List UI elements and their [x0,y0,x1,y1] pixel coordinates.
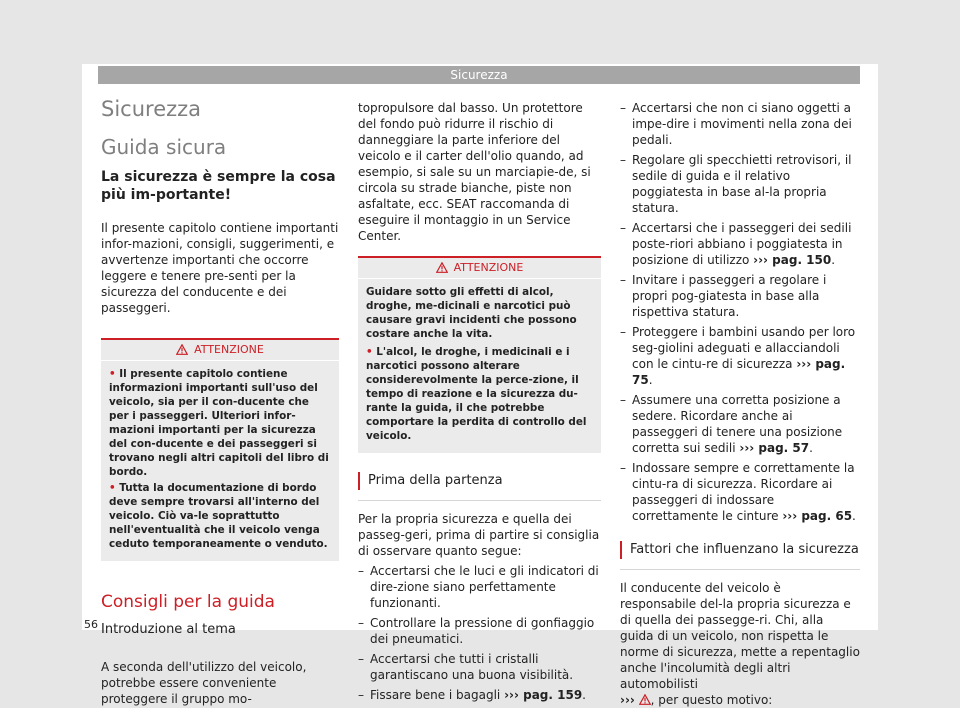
list-item: – Invitare i passeggeri a regolare i propri pog-giatesta in base alla rispettiva statura. [620,272,860,320]
warning-triangle-icon [176,344,188,355]
list-item: – Accertarsi che le luci e gli indicatori di dire-zione siano perfettamente funzionanti. [358,563,601,611]
body-paragraph: Per la propria sicurezza e quella dei passeg-geri, prima di partire si consiglia di osservare quanto segue: [358,512,600,558]
list-item: – Accertarsi che non ci siano oggetti a impe-dire i movimenti nella zona dei pedali. [620,100,860,148]
warning-header [358,258,601,279]
body-paragraph: topropulsore dal basso. Un protettore del fondo può ridurre il rischio di danneggiare la parte inferiore del veicolo e il carter dell'olio quando, ad esempio, si sale su un marciapie-de, si circola su strade bianche, piste non asfaltate, ecc. SEAT raccomanda di eseguire il montaggio in un Service Center. [358,101,591,243]
page-reference-link[interactable]: ››› pag. 150 [753,253,832,267]
list-item: – Proteggere i bambini usando per loro seg-giolini adeguati e allacciandoli con le cintu-re di sicurezza ››› pag. 75. [620,324,860,388]
section-heading: Consigli per la guida [101,592,275,612]
warning-triangle-icon [436,262,448,273]
divider [358,500,601,501]
intro-paragraph: Il presente capitolo contiene importanti infor-mazioni, consigli, suggerimenti, e avvertenze importanti che occorre leggere e tenere pre-senti per la sicurezza del conducente e dei passeggeri. [101,221,339,315]
warning-body [358,279,601,443]
body-paragraph: A seconda dell'utilizzo del veicolo, potrebbe essere conveniente proteggere il gruppo mo- [101,660,307,706]
warning-body [101,361,339,551]
chapter-title: Sicurezza [101,97,202,121]
page-header: Sicurezza [98,66,860,84]
section-heading: Fattori che influenzano la sicurezza [620,541,860,559]
warning-box [358,256,601,453]
checklist [620,100,860,524]
column-2 [358,100,601,703]
list-item: – Assumere una corretta posizione a sedere. Ricordare anche ai passeggeri di tenere una posizione corretta sui sedili ››› pag. 57. [620,392,860,456]
warning-label: ATTENZIONE [194,343,264,356]
page-reference-link[interactable]: ››› pag. 159 [504,688,583,702]
divider [620,569,860,570]
warning-item: • L'alcol, le droghe, i medicinali e i narcotici possono alterare considerevolmente la perce-zione, il tempo di reazione e la sicurezza du-rante la guida, il che potrebbe comportare la perdita di controllo del veicolo. [366,346,587,442]
list-item: – Fissare bene i bagagli ››› pag. 159. [358,687,601,703]
list-item: – Regolare gli specchietti retrovisori, il sedile di guida e il relativo poggiatesta in base al-la propria statura. [620,152,860,216]
list-item: – Indossare sempre e correttamente la cintu-ra di sicurezza. Ricordare ai passeggeri di indossare correttamente le cinture ››› pag. 65. [620,460,860,524]
page-reference-link[interactable]: ››› pag. 57 [739,441,810,455]
section-heading: Prima della partenza [358,472,601,490]
section-title: Guida sicura [101,135,227,159]
page-reference-link[interactable]: ››› pag. 75 [632,357,846,387]
body-paragraph: Il conducente del veicolo è responsabile del-la propria sicurezza e di quella dei passegge-ri. Chi, alla guida di un veicolo, non rispetta le norme di sicurezza, mette a repentaglio anche l'incolumità degli altri automobilisti ››› , per questo motivo: [620,581,860,707]
list-item: – Controllare la pressione di gonfiaggio dei pneumatici. [358,615,601,647]
warning-item: • Il presente capitolo contiene informazioni importanti sull'uso del veicolo, sia per il con-ducente che per i passeggeri. Ulteriori infor-mazioni importanti per la sicurezza del con-ducente e dei passeggeri si trovano negli altri capitoli del libro di bordo. [109,368,329,478]
list-item: – Accertarsi che i passeggeri dei sedili poste-riori abbiano i poggiatesta in posizione di utilizzo ››› pag. 150. [620,220,860,268]
subsection-heading: Introduzione al tema [101,622,236,637]
warning-triangle-icon [639,694,651,705]
checklist [358,563,601,703]
page-reference-link[interactable]: ››› [620,693,635,707]
warning-header [101,340,339,361]
warning-item: • Tutta la documentazione di bordo deve sempre trovarsi all'interno del veicolo. Ciò va-le soprattutto nell'eventualità che il veicolo venga ceduto temporaneamente o venduto. [109,482,328,550]
page-number: 56 [84,618,98,631]
column-3 [620,100,860,708]
warning-box [101,338,339,561]
subsection-heading: La sicurezza è sempre la cosa più im-portante! [101,169,336,203]
warning-label: ATTENZIONE [453,261,524,274]
list-item: – Accertarsi che tutti i cristalli garantiscano una buona visibilità. [358,651,601,683]
warning-intro: Guidare sotto gli effetti di alcol, droghe, me-dicinali e narcotici può causare gravi incidenti che possono costare anche la vita. [366,286,577,340]
column-1 [101,96,339,707]
page-reference-link[interactable]: ››› pag. 65 [782,509,853,523]
